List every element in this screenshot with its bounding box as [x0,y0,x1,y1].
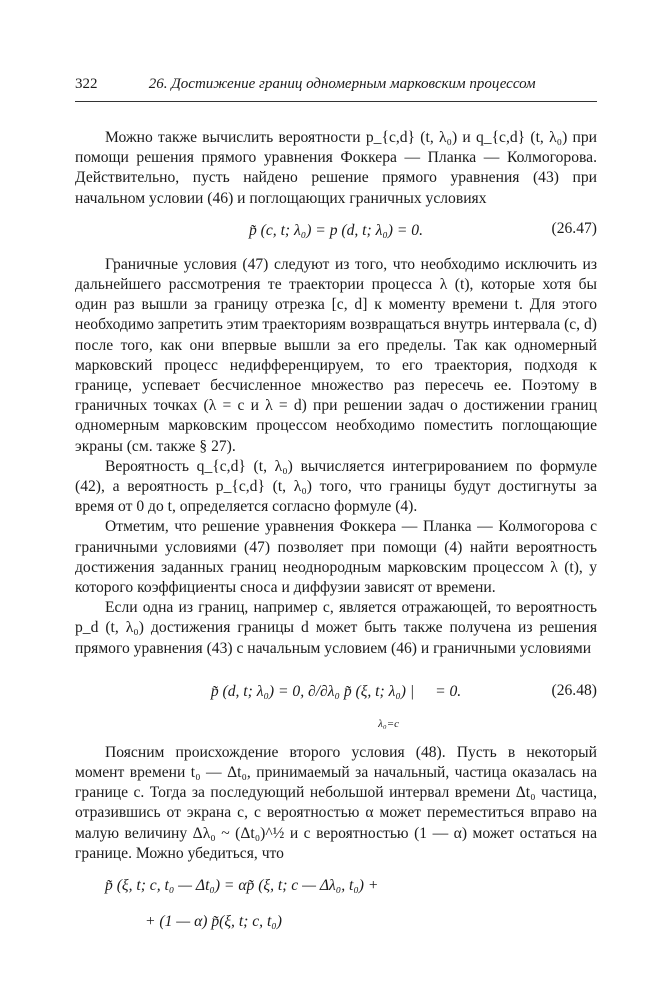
paragraph-1: Можно также вычислить вероятности p_{c,d} (t, λ₀) и q_{c,d} (t, λ₀) при помощи решения прямого уравнения Фоккера — Планка — Колмогорова. Действительно, пусть найдено решение прямого уравнения (43) при начальном условии (46) и поглощающих граничных условиях [75,129,597,207]
equation-final-line-2-body: + (1 — α) p̃(ξ, t; c, t₀) [145,912,282,930]
equation-26-48-tag: (26.48) [551,681,597,699]
equation-26-48-body: p̃ (d, t; λ₀) = 0, ∂/∂λ₀ p̃ (ξ, t; λ₀) | [210,682,415,700]
chapter-title: 26. Достижение границ одномерным марковским процессом [148,76,536,92]
paragraph-4: Отметим, что решение уравнения Фоккера — Планка — Колмогорова с граничными условиями (47) позволяет при помощи (4) найти вероятность достижения заданных границ неоднородным марковским процессом λ (t), у которого коэффициенты сноса и диффузии зависят от времени. [75,518,597,597]
equation-final-line-2 [75,910,597,934]
equation-26-48 [75,667,597,729]
equation-final-line-1 [75,874,597,898]
paragraph-5: Если одна из границ, например c, является отражающей, то вероятность p_d (t, λ₀) достижения границы d может быть также получена из решения прямого уравнения (43) с начальным условием (46) и граничными условиями [75,599,597,657]
page-body [75,128,597,946]
paragraph-2: Граничные условия (47) следуют из того, что необходимо исключить из дальнейшего рассмотрения те траектории процесса λ (t), которые хотя бы один раз вышли за границу отрезка [c, d] к моменту времени t. Для этого необходимо запретить этим траекториям возвращаться внутрь интервала (c, d) после того, как они впервые вышли за его пределы. Так как одномерный марковский процесс недифференцируем, то его траектория, подходя к границе, успевает бесчисленное множество раз пересечь ее. Поэтому в граничных точках (λ = c и λ = d) при решении задач о достижении границ одномерным марковским процессом необходимо поместить поглощающие экраны (см. также § 27). [75,255,597,455]
paragraph-3: Вероятность q_{c,d} (t, λ₀) вычисляется интегрированием по формуле (42), а вероятность p_{c,d} (t, λ₀) того, что границы будут достигнуты за время от 0 до t, определяется согласно формуле (4). [75,457,597,516]
equation-26-48-end: = 0. [435,682,462,700]
equation-26-47 [75,219,597,243]
equation-final-line-1-body: p̃ (ξ, t; c, t₀ — Δt₀) = αp̃ (ξ, t; c — Δλ₀, t₀) + [105,876,379,894]
page-header [75,76,597,102]
equation-26-47-tag: (26.47) [551,219,597,237]
paragraph-6: Поясним происхождение второго условия (48). Пусть в некоторый момент времени t₀ — Δt₀, принимаемый за начальный, частица оказалась на границе c. Тогда за последующий небольшой интервал времени Δt₀ частица, отразившись от экрана c, с вероятностью α может переместиться вправо на малую величину Δλ₀ ~ (Δt₀)^½ и с вероятностью (1 — α) может остаться на границе. Можно убедиться, что [75,743,597,862]
equation-26-48-subscript: λ₀=c [378,717,400,730]
equation-26-47-body: p̃ (c, t; λ₀) = p (d, t; λ₀) = 0. [248,221,423,239]
page-number: 322 [75,76,98,92]
